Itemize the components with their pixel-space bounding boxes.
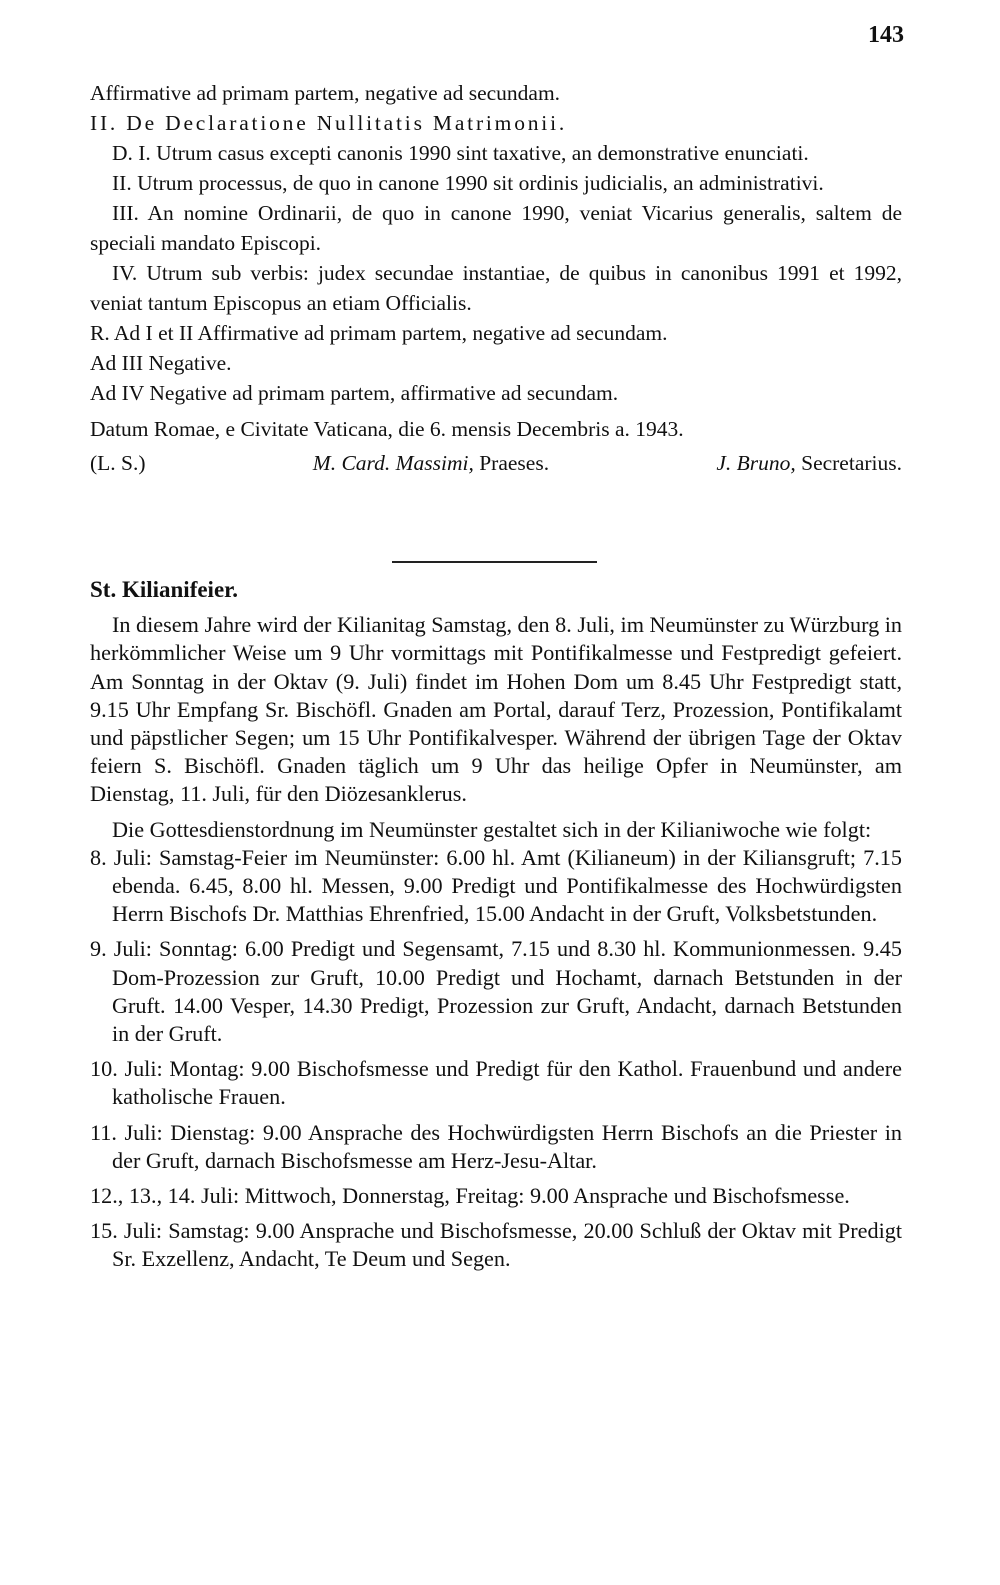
- question-2: II. Utrum processus, de quo in canone 1990 sit ordinis judicialis, an administrativi.: [112, 171, 824, 195]
- praeses-name: M. Card. Massimi,: [312, 451, 474, 475]
- kilian-paragraph-1: In diesem Jahre wird der Kilianitag Samstag, den 8. Juli, im Neumünster zu Würzburg in herkömmlicher Weise um 9 Uhr vormittags mit Pontifikalmesse und Festpredigt gefeiert. Am Sonntag in der Oktav (9. Juli) findet im Hohen Dom um 8.45 Uhr Festpredigt statt, 9.15 Uhr Empfang Sr. Bischöfl. Gnaden am Portal, darauf Terz, Prozession, Pontifikalamt und päpstlicher Segen; um 15 Uhr Pontifikalvesper. Während der übrigen Tage der Oktav feiern S. Bischöfl. Gnaden täglich um 9 Uhr das heilige Opfer in Neumünster, am Dienstag, 11. Juli, für den Diözesanklerus.: [90, 612, 902, 807]
- schedule-item: 15. Juli: Samstag: 9.00 Ansprache und Bischofsmesse, 20.00 Schluß der Oktav mit Predigt Sr. Exzellenz, Andacht, Te Deum und Segen.: [90, 1218, 902, 1272]
- section-title: II. De Declaratione Nullitatis Matrimonii.: [90, 111, 568, 135]
- secretarius-signature: [716, 448, 902, 478]
- question-4: IV. Utrum sub verbis: judex secundae instantiae, de quibus in canonibus 1991 et 1992, veniat tantum Episcopus an etiam Officialis.: [90, 261, 902, 315]
- seal-mark: (L. S.): [90, 451, 146, 475]
- kilian-section: [90, 576, 902, 1274]
- kilian-paragraph-2: Die Gottesdienstordnung im Neumünster gestaltet sich in der Kilianiwoche wie folgt:: [112, 816, 872, 842]
- schedule-item: 10. Juli: Montag: 9.00 Bischofsmesse und Predigt für den Kathol. Frauenbund und andere katholische Frauen.: [90, 1056, 902, 1110]
- question-1: D. I. Utrum casus excepti canonis 1990 sint taxative, an demonstrative enunciati.: [112, 141, 809, 165]
- schedule-item: 9. Juli: Sonntag: 6.00 Predigt und Segensamt, 7.15 und 8.30 hl. Kommunionmessen. 9.45 Dom-Prozession zur Gruft, 10.00 Predigt und Hochamt, darnach Betstunden in der Gruft. 14.00 Vesper, 14.30 Predigt, Prozession zur Gruft, Andacht, darnach Betstunden in der Gruft.: [90, 936, 902, 1047]
- schedule-item: 12., 13., 14. Juli: Mittwoch, Donnerstag, Freitag: 9.00 Ansprache und Bischofsmesse.: [90, 1183, 850, 1209]
- praeses-signature: [313, 448, 549, 478]
- secretarius-title: Secretarius.: [801, 451, 902, 475]
- kilian-heading: St. Kilianifeier.: [90, 577, 239, 602]
- schedule-item: 8. Juli: Samstag-Feier im Neumünster: 6.00 hl. Amt (Kilianeum) in der Kiliansgruft; 7.15 ebenda. 6.45, 8.00 hl. Messen, 9.00 Predigt und Pontifikalmesse des Hochwürdigsten Herrn Bischofs Dr. Matthias Ehrenfried, 15.00 Andacht in der Gruft, Volksbetstunden.: [90, 844, 902, 927]
- secretarius-name: J. Bruno,: [716, 451, 796, 475]
- schedule-item: 11. Juli: Dienstag: 9.00 Ansprache des Hochwürdigsten Herrn Bischofs an die Priester in der Gruft, darnach Bischofsmesse am Herz-Jesu-Altar.: [90, 1119, 902, 1173]
- datum-line: Datum Romae, e Civitate Vaticana, die 6. mensis Decembris a. 1943.: [90, 417, 684, 441]
- decree-text: [90, 78, 902, 478]
- response-2: Ad III Negative.: [90, 351, 232, 375]
- question-3: III. An nomine Ordinarii, de quo in canone 1990, veniat Vicarius generalis, saltem de speciali mandato Episcopi.: [90, 201, 902, 255]
- page-number: 143: [868, 22, 904, 48]
- signature-line: [90, 448, 902, 478]
- praeses-title: Praeses.: [479, 451, 550, 475]
- response-3: Ad IV Negative ad primam partem, affirmative ad secundam.: [90, 381, 619, 405]
- decree-line: Affirmative ad primam partem, negative ad secundam.: [90, 81, 561, 105]
- section-divider: [392, 561, 597, 563]
- response-1: R. Ad I et II Affirmative ad primam partem, negative ad secundam.: [90, 321, 668, 345]
